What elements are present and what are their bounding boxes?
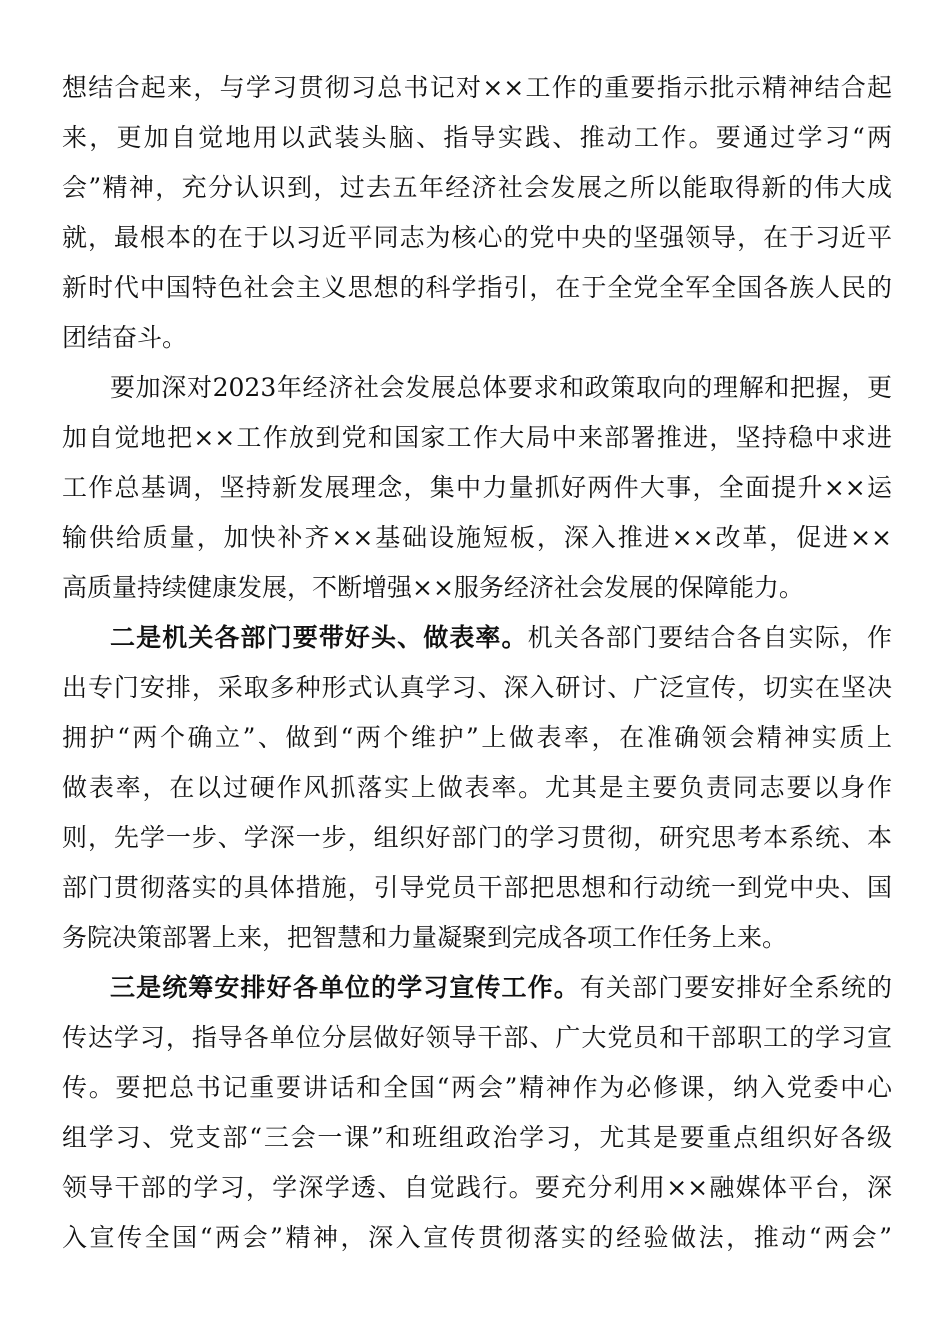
p4-line-1: [110, 963, 892, 1013]
p1-line-6: 团结奋斗。: [62, 323, 188, 352]
p2-line-5: 高质量持续健康发展，不断增强××服务经济社会发展的保障能力。: [62, 573, 804, 602]
p3-line-3: 拥护“两个确立”、做到“两个维护”上做表率，在准确领会精神实质上: [62, 723, 892, 752]
p1-line-4: 就，最根本的在于以习近平同志为核心的党中央的坚强领导，在于习近平: [62, 223, 892, 252]
p2-line-3: 工作总基调，坚持新发展理念，集中力量抓好两件大事，全面提升××运: [62, 473, 892, 502]
p4-line-5: 领导干部的学习，学深学透、自觉践行。要充分利用××融媒体平台，深: [62, 1173, 892, 1202]
p4-line-3: 传。要把总书记重要讲话和全国“两会”精神作为必修课，纳入党委中心: [62, 1073, 892, 1102]
p3-line-5: 则，先学一步、学深一步，组织好部门的学习贯彻，研究思考本系统、本: [62, 823, 892, 852]
p3-line-1: [110, 613, 892, 663]
p3-line-6: 部门贯彻落实的具体措施，引导党员干部把思想和行动统一到党中央、国: [62, 873, 892, 902]
p4-line-4: 组学习、党支部“三会一课”和班组政治学习，尤其是要重点组织好各级: [62, 1123, 892, 1152]
p3-line-7: 务院决策部署上来，把智慧和力量凝聚到完成各项工作任务上来。: [62, 923, 788, 952]
p4-heading: 三是统筹安排好各单位的学习宣传工作。: [110, 973, 580, 1002]
p2-line-2: 加自觉地把××工作放到党和国家工作大局中来部署推进，坚持稳中求进: [62, 423, 892, 452]
p2-line-4: 输供给质量，加快补齐××基础设施短板，深入推进××改革，促进××: [62, 523, 892, 552]
p4-line-1-text: 有关部门要安排好全系统的: [579, 973, 892, 1002]
p3-heading: 二是机关各部门要带好头、做表率。: [110, 623, 528, 652]
p1-line-1: 想结合起来，与学习贯彻习总书记对××工作的重要指示批示精神结合起: [62, 73, 892, 102]
p3-line-4: 做表率，在以过硬作风抓落实上做表率。尤其是主要负责同志要以身作: [62, 773, 892, 802]
p1-line-2: 来，更加自觉地用以武装头脑、指导实践、推动工作。要通过学习“两: [62, 123, 892, 152]
p3-line-2: 出专门安排，采取多种形式认真学习、深入研讨、广泛宣传，切实在坚决: [62, 673, 892, 702]
p4-line-2: 传达学习，指导各单位分层做好领导干部、广大党员和干部职工的学习宣: [62, 1023, 892, 1052]
p2-line-1: 要加深对2023年经济社会发展总体要求和政策取向的理解和把握，更: [110, 373, 892, 402]
p1-line-3: 会”精神，充分认识到，过去五年经济社会发展之所以能取得新的伟大成: [62, 173, 892, 202]
p1-line-5: 新时代中国特色社会主义思想的科学指引，在于全党全军全国各族人民的: [62, 273, 892, 302]
p3-line-1-text: 机关各部门要结合各自实际，作: [527, 623, 892, 652]
p4-line-6: 入宣传全国“两会”精神，深入宣传贯彻落实的经验做法，推动“两会”: [62, 1223, 892, 1252]
